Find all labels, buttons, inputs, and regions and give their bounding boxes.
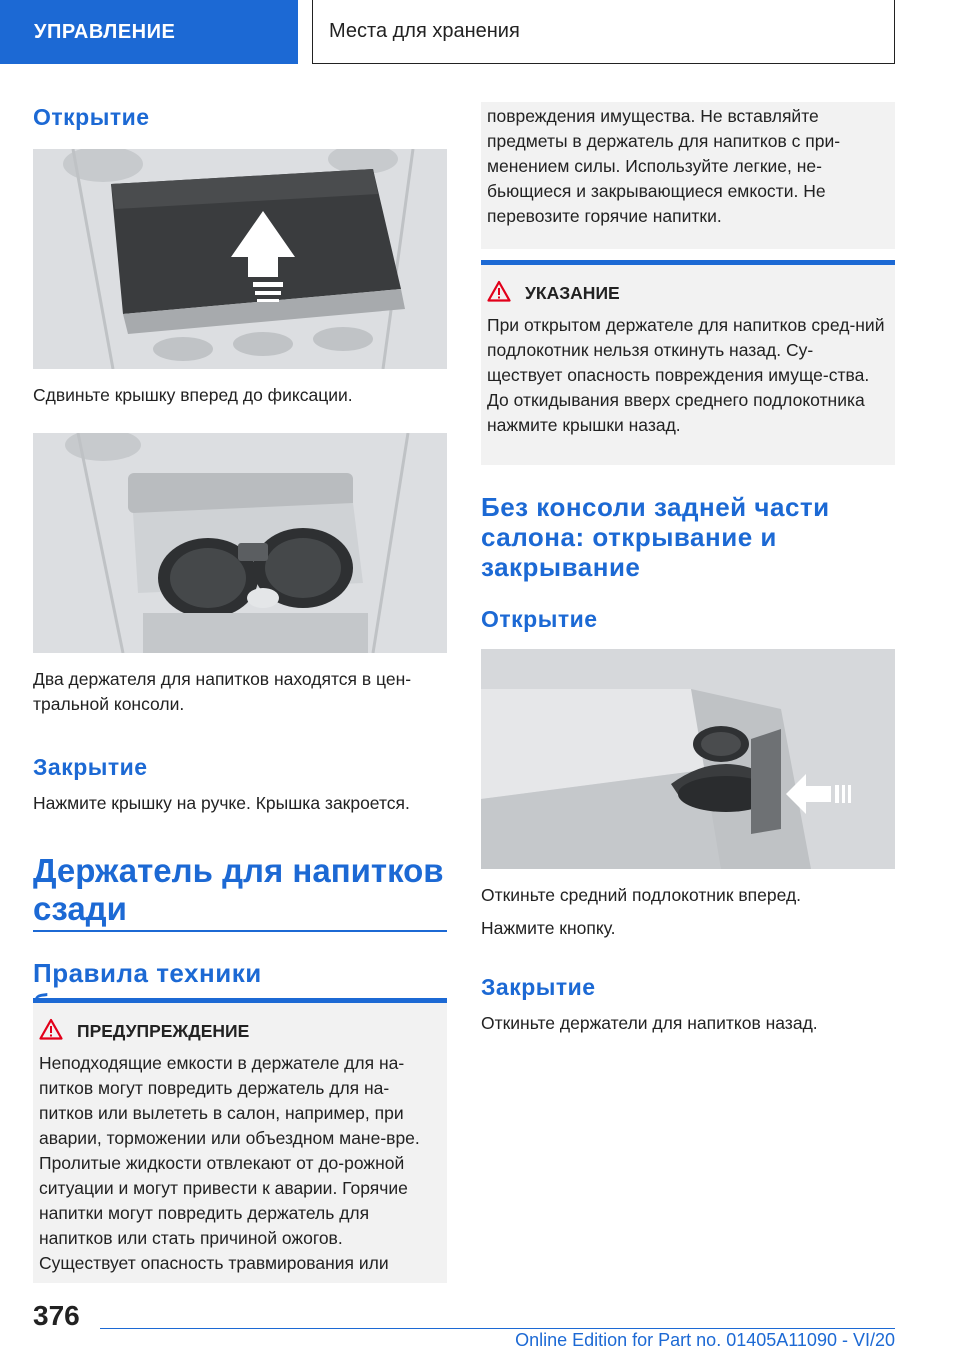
safety-heading: Правила техники [33, 958, 262, 988]
notice-text: При открытом держателе для напитков сред-ний подлокотник нельзя откинуть назад. Су-ществует опасность повреждения имуще-ства. До откидывания вверх среднего подлокотника нажмите крышки назад. [487, 315, 885, 435]
chapter-title: Места для хранения [329, 20, 520, 42]
opening-heading: Открытие [33, 104, 150, 130]
rear-cupholder-heading: Держатель для напитков сзади [33, 852, 444, 927]
console-lid-image [33, 149, 447, 369]
notice-box [481, 265, 895, 465]
heading-divider [33, 930, 447, 932]
step-press-button: Нажмите кнопку. [481, 918, 616, 938]
no-console-heading: Без консоли задней части салона: открывание и закрывание [481, 492, 830, 582]
closing-text: Нажмите крышку на ручке. Крышка закроется. [33, 793, 410, 813]
warning-box [33, 1003, 447, 1283]
warning-text: Неподходящие емкости в держателе для на-питков могут повредить держатель для на-питков или вылететь в салон, например, при аварии, торможении или объездном мане-вре. Пролитые жидкости отвлекают от до-рожной ситуации и могут привести к аварии. Горячие напитки могут повредить держатель для напитков или стать причиной ожогов. Существует опасность травмирования или [39, 1053, 420, 1273]
warning-continued-box [481, 102, 895, 249]
warning-title: ПРЕДУПРЕЖДЕНИЕ [77, 1020, 250, 1041]
section-label: УПРАВЛЕНИЕ [34, 20, 176, 43]
armrest-cupholder-image [481, 649, 895, 869]
footer-rule [100, 1328, 895, 1329]
section-tab [0, 0, 298, 64]
closing-heading-right: Закрытие [481, 974, 596, 1000]
notice-title: УКАЗАНИЕ [525, 282, 620, 303]
page-number: 376 [33, 1300, 80, 1331]
warning-continued-text: повреждения имущества. Не вставляйте предметы в держатель для напитков с при-менением силы. Используйте легкие, не-бьющиеся и закрывающиеся емкости. Не перевозите горячие напитки. [487, 106, 841, 226]
warning-triangle-icon [487, 280, 511, 307]
caption-slide-lid: Сдвиньте крышку вперед до фиксации. [33, 385, 353, 405]
warning-triangle-icon [39, 1018, 63, 1045]
closing-heading: Закрытие [33, 754, 148, 780]
step-fold-armrest: Откиньте средний подлокотник вперед. [481, 885, 802, 905]
opening-heading-right: Открытие [481, 606, 598, 632]
chapter-header [312, 0, 895, 64]
caption-two-holders: Два держателя для напитков находятся в цен-тральной консоли. [33, 669, 412, 714]
edition-footer: Online Edition for Part no. 01405A11090 - VI/20 [515, 1330, 895, 1350]
closing-text-right: Откиньте держатели для напитков назад. [481, 1013, 818, 1033]
cupholders-image [33, 433, 447, 653]
